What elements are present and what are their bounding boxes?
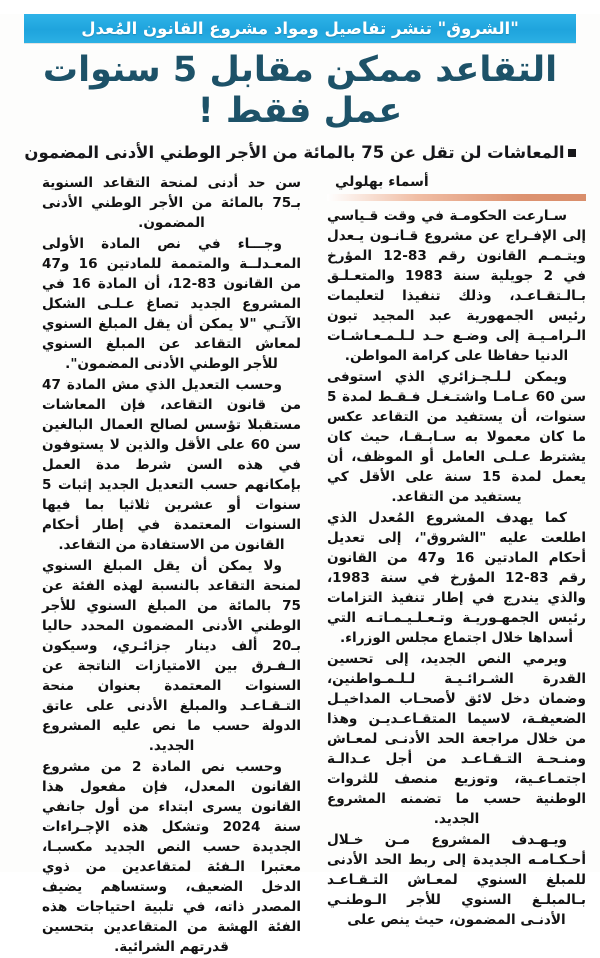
kicker-text: "الشروق" تنشر تفاصيل ومواد مشروع القانون المُعدل [81,19,519,38]
paragraph: ويرمي النص الجديد، إلى تحسين القدرة الشـرائـيـة لـلـمـواطنين، وضمان دخل لائق لأصحـاب المداخيـل الضعيفـة، لاسيما المتقـاعـديـن وهذا من خلال مراجعة الحد الأدنـى لمعـاش ومنـحـة التـقـاعـد من أجل عـدالـة اجتمـاعـية، وتوزيع منصف للثروات الوطنية حسب ما تضمنه المشروع الجديد. [327,651,586,827]
article-column-left [42,174,314,956]
paragraph: وجـــاء في نص المادة الأولى المعـدلــة والمتممة للمادتين 16 و47 من القانون 83-12، أن المادة 16 في المشروع الجديد تصاغ عـلـى الشكل الآتـي "لا يمكن أن يقل المبلغ السنوي لمعاش التقاعد عن المبلغ السنوي للأجر الوطني الأدنى المضمون". [42,236,302,372]
article-column-right [314,173,587,929]
paragraph: ويمكن لـلـجـزائري الذي استوفى سن 60 عـامـا واشتـغـل فـقـط لمدة 5 سنوات، أن يستفيد من التقاعد عكس ما كان معمولا به سـابـقـا، حيث كان يشترط عـلـى العامل أو الموظف، أن يعمل لمدة 15 سنة على الأقل كي يستفيد من التقاعد. [327,368,586,505]
square-bullet-icon [568,149,576,157]
sub-headline [24,143,576,164]
paragraph: وحسب نص المادة 2 من مشروع القانون المعدل، فإن مفعول هذا القانون يسرى ابتداء من أول جانفي سنة 2024 وتشكل هذه الإجـراءات الجديدة حسب النص الجديد مكسبـا، معتبرا الـفئة لمتقاعدين من ذوي الدخل الضعيف، وستساهم يضيف المصدر ذاته، في تلبية احتياجات هذه الفئة الهشة من المتقاعدين بتحسين قدرتهم الشرائية. [42,759,301,956]
article-body [14,173,587,956]
newspaper-clipping [0,14,600,956]
paragraph: ولا يمكن أن يقل المبلغ السنوي لمنحة التقاعد بالنسبة لهذه الفئة عن 75 بالمائة من المبلغ السنوي للأجر الوطني الأدنى المضمون المحدد حاليا بـ20 ألف دينار جزائـري، وسيكون الـفـرق بين الامتيازات الناتجة عن السنوات المعتمدة بعنوان منحة التـقـاعـد والمبلغ الأدنى على عاتق الدولة حسب ما نص عليه المشروع الجديد. [42,558,301,755]
byline: أسماء بهلولي [335,173,429,190]
paragraph: سـارعت الحكومـة في وقت قـياسي إلى الإفـراج عن مشروع قـانـون يـعدل ويتـمـم القانون رقم 83-12 المؤرخ في 2 جويلية سنة 1983 والمتعـلـق بـالـتقـاعـد، وذلك تنفيذا لتعليمات رئيس الجمهورية عبد المجيد تبون الـرامـيـة إلى وضـع حـد لـلـمـعـاشـات الدنيا حفاظا على كرامة المواطن. [327,207,586,364]
paragraph: ويـهـدف المشروع مـن خـلال أحـكـامـه الجديدة إلى ربط الحد الأدنى للمبلغ السنوي لمعـاش التـقـاعـد بـالمبلـغ السنوي للأجر الـوطنـي الأدنـى المضمون، حيث ينص على [327,832,586,929]
main-headline: التقاعد ممكن مقابل 5 سنوات عمل فقط ! [42,50,558,131]
paragraph: وحسب التعديل الذي مش المادة 47 من قانون التقاعد، فإن المعاشات مستقبلا تؤسس لصالح العمال البالغين سن 60 على الأقل والذين لا يستوفون في هذه السن شرط مدة العمل بإمكانهم حسب التعديل الجديد إثبات 5 سنوات أو عشرين ثلاثيا بما فيها السنوات المعتمدة في إطار أحكام القانون من الاستفادة من التقاعد. [42,377,301,553]
paragraph: سن حد أدنى لمنحة التقاعد السنوية بـ75 بالمائة من الأجر الوطني الأدنى المضمون. [42,174,301,231]
kicker-banner [24,14,576,43]
sub-headline-text: المعاشات لن تقل عن 75 بالمائة من الأجر الوطني الأدنى المضمون [24,143,565,163]
paragraph: كما يهدف المشروع المُعدل الذي اطلعت عليه "الشروق"، إلى تعديل أحكام المادتين 16 و47 من القانون رقم 83-12 المؤرخ في سنة 1983، والذي يندرج في إطار تنفيذ التزامات رئيس الجمهـوريـة وتـعـلـيـمـاتـه التي أسداها خلال اجتماع مجلس الوزراء. [327,510,587,646]
byline-rule [327,194,586,201]
